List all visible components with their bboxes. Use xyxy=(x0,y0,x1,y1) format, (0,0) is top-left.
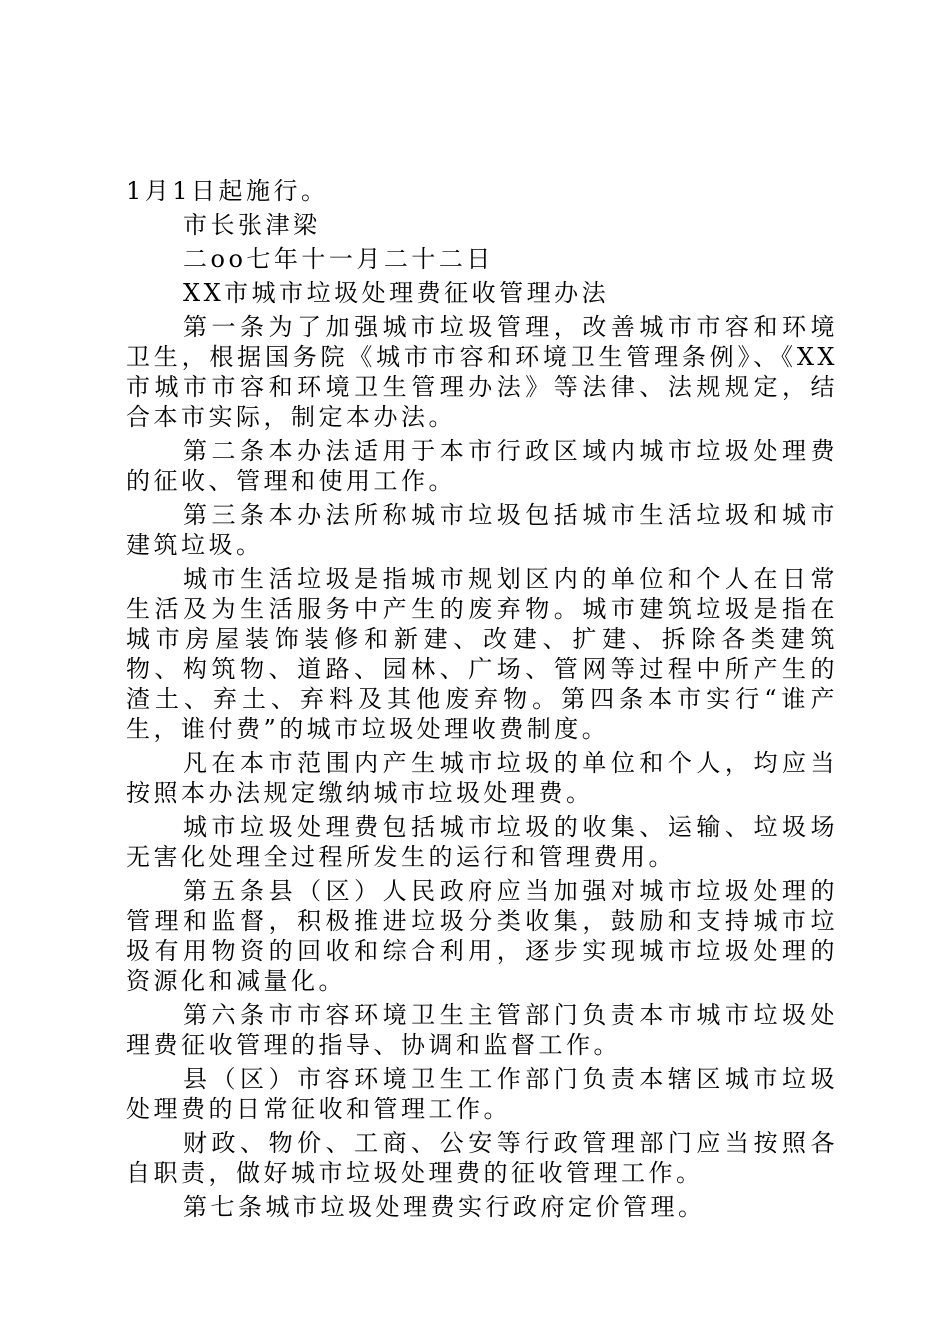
document-title: XX市城市垃圾处理费征收管理办法 xyxy=(183,279,610,307)
article-3: 第三条本办法所称城市垃圾包括城市生活垃圾和城市建筑垃圾。 xyxy=(126,501,838,559)
paragraph-effective-date: 1月1日起施行。 xyxy=(126,177,329,205)
article-1: 第一条为了加强城市垃圾管理，改善城市市容和环境卫生，根据国务院《城市市容和环境卫生管理条例》、《XX市城市市容和环境卫生管理办法》等法律、法规规定，结合本市实际，制定本办法。 xyxy=(126,313,838,431)
article-6-departments: 财政、物价、工商、公安等行政管理部门应当按照各自职责，做好城市垃圾处理费的征收管理工作。 xyxy=(126,1129,838,1187)
signature-date: 二oo七年十一月二十二日 xyxy=(183,245,494,273)
article-3-detail-and-article-4: 城市生活垃圾是指城市规划区内的单位和个人在日常生活及为生活服务中产生的废弃物。城市建筑垃圾是指在城市房屋装饰装修和新建、改建、扩建、拆除各类建筑物、构筑物、道路、园林、广场、管网等过程中所产生的渣土、弃土、弃料及其他废弃物。第四条本市实行“谁产生，谁付费”的城市垃圾处理收费制度。 xyxy=(126,565,838,743)
article-2: 第二条本办法适用于本市行政区域内城市垃圾处理费的征收、管理和使用工作。 xyxy=(126,437,838,495)
article-4-fee-scope: 城市垃圾处理费包括城市垃圾的收集、运输、垃圾场无害化处理全过程所发生的运行和管理费用。 xyxy=(126,813,838,871)
document-page xyxy=(126,176,838,1226)
signature-mayor: 市长张津梁 xyxy=(183,211,321,239)
article-5: 第五条县（区）人民政府应当加强对城市垃圾处理的管理和监督，积极推进垃圾分类收集，鼓励和支持城市垃圾有用物资的回收和综合利用，逐步实现城市垃圾处理的资源化和减量化。 xyxy=(126,877,838,995)
article-6-county: 县（区）市容环境卫生工作部门负责本辖区城市垃圾处理费的日常征收和管理工作。 xyxy=(126,1065,838,1123)
article-7: 第七条城市垃圾处理费实行政府定价管理。 xyxy=(183,1193,706,1221)
article-6: 第六条市市容环境卫生主管部门负责本市城市垃圾处理费征收管理的指导、协调和监督工作。 xyxy=(126,1001,838,1059)
article-4-obligation: 凡在本市范围内产生城市垃圾的单位和个人，均应当按照本办法规定缴纳城市垃圾处理费。 xyxy=(126,749,838,807)
